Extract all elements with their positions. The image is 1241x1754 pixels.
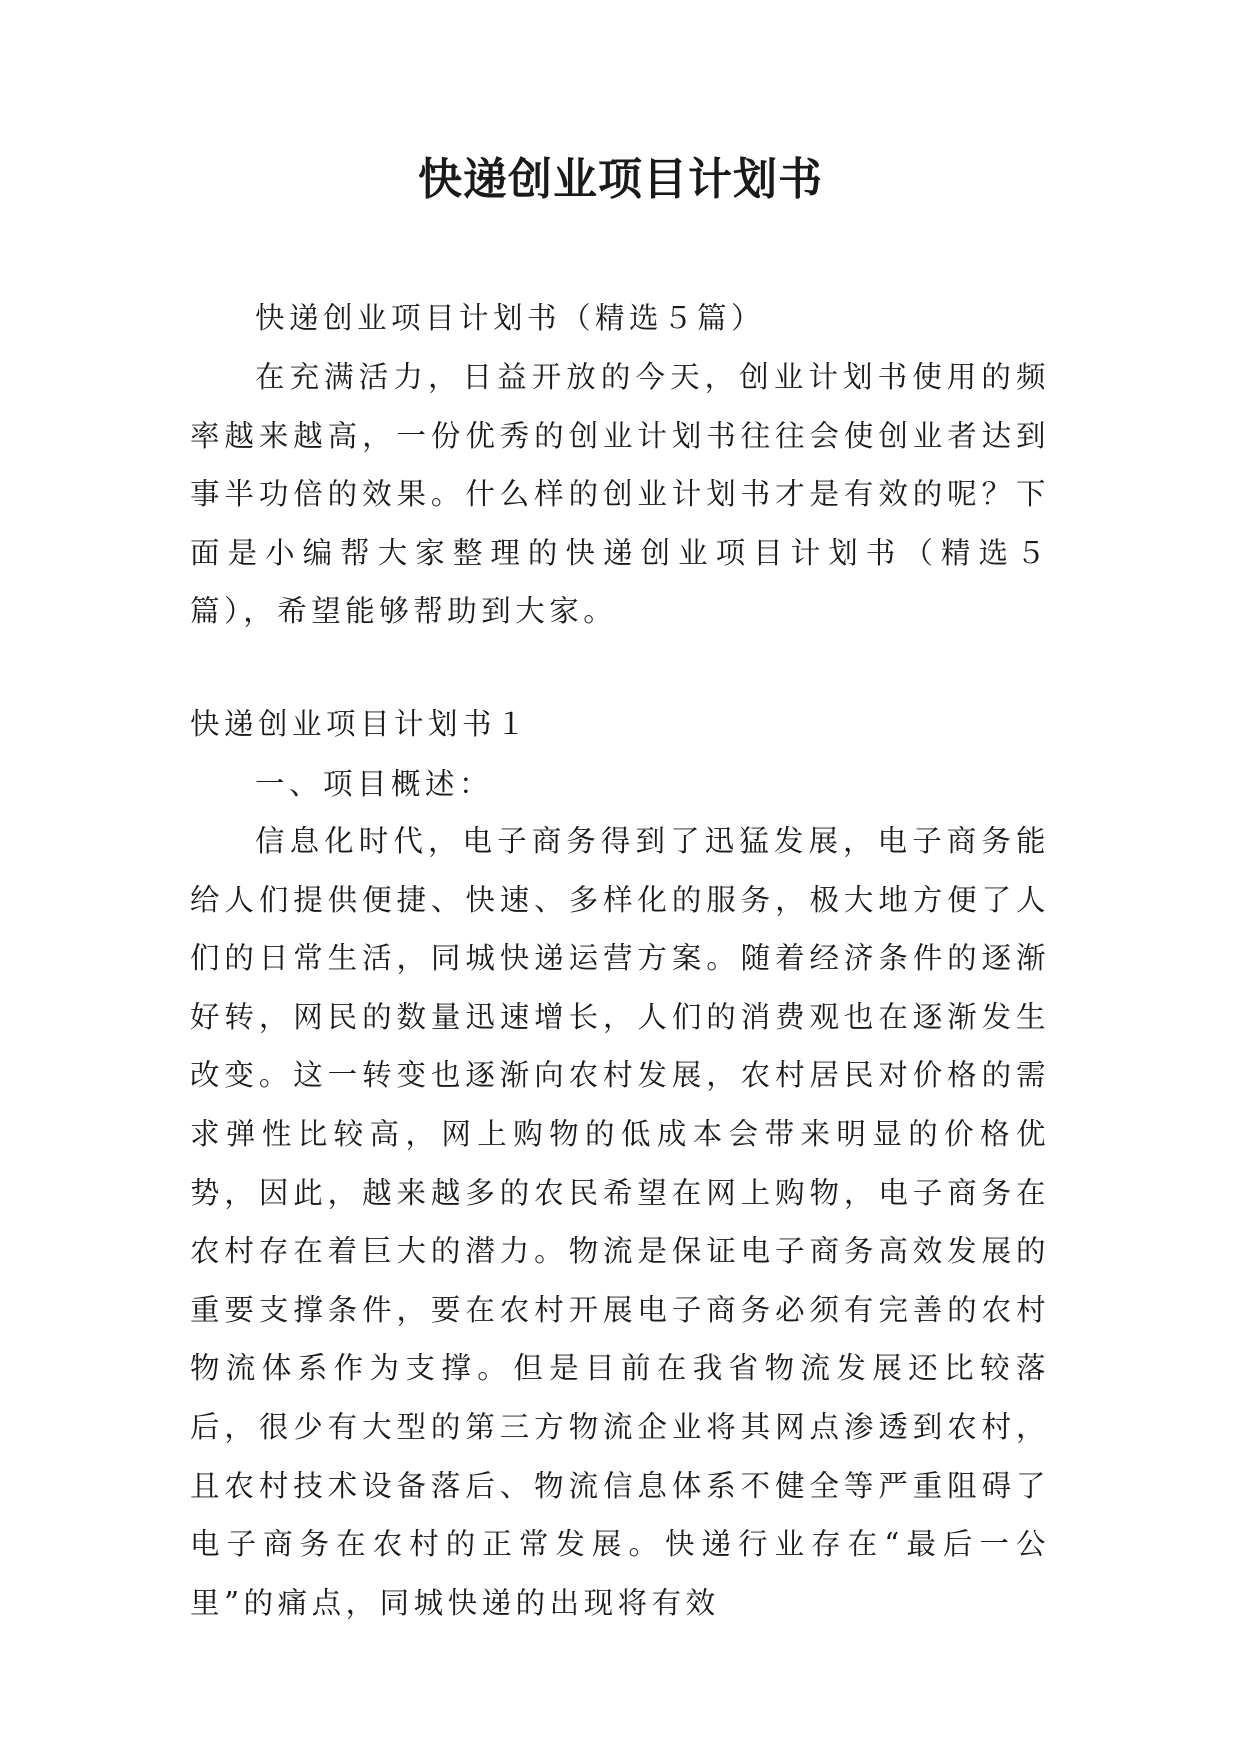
section-heading: 快递创业项目计划书１ xyxy=(190,707,531,741)
document-subtitle: 快递创业项目计划书（精选５篇） xyxy=(255,301,766,335)
intro-paragraph: 在充满活力，日益开放的今天，创业计划书使用的频率越来越高，一份优秀的创业计划书往往会使创业者达到事半功倍的效果。什么样的创业计划书才是有效的呢？下面是小编帮大家整理的快递创业项目计划书（精选５篇），希望能够帮助到大家。 xyxy=(190,360,1050,629)
document-title: 快递创业项目计划书 xyxy=(418,154,823,205)
overview-paragraph: 信息化时代，电子商务得到了迅猛发展，电子商务能给人们提供便捷、快速、多样化的服务，极大地方便了人们的日常生活，同城快递运营方案。随着经济条件的逐渐好转，网民的数量迅速增长，人们的消费观也在逐渐发生改变。这一转变也逐渐向农村发展，农村居民对价格的需求弹性比较高，网上购物的低成本会带来明显的价格优势，因此，越来越多的农民希望在网上购物，电子商务在农村存在着巨大的潜力。物流是保证电子商务高效发展的重要支撑条件，要在农村开展电子商务必须有完善的农村物流体系作为支撑。但是目前在我省物流发展还比较落后，很少有大型的第三方物流企业将其网点渗透到农村，且农村技术设备落后、物流信息体系不健全等严重阻碍了电子商务在农村的正常发展。快递行业存在“最后一公里”的痛点，同城快递的出现将有效 xyxy=(190,824,1050,1620)
overview-heading: 一、项目概述： xyxy=(255,767,494,801)
